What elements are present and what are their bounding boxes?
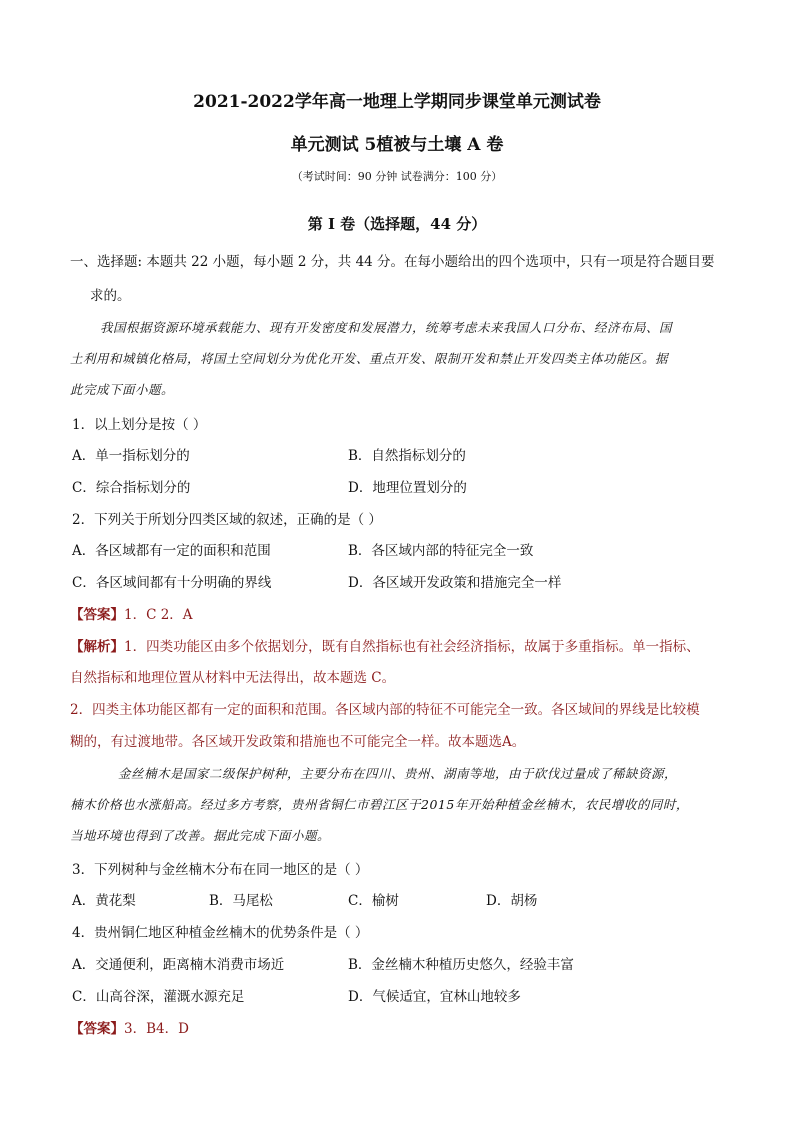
q4-option-c: C．山高谷深，灌溉水源充足 [72, 989, 245, 1005]
answer-label: 【答案】 [70, 607, 124, 623]
answer-1 [70, 603, 193, 623]
q1-option-d: D．地理位置划分的 [348, 480, 467, 496]
material-2-line-3: 当地环境也得到了改善。据此完成下面小题。 [70, 828, 331, 843]
analysis-line-4: 糊的，有过渡地带。各区域开发政策和措施也不可能完全一样。故本题选A。 [70, 734, 526, 750]
answer-2 [70, 1017, 189, 1037]
analysis-line-2: 自然指标和地理位置从材料中无法得出，故本题选 C。 [70, 670, 396, 686]
material-1-line-2: 土利用和城镇化格局，将国土空间划分为优化开发、重点开发、限制开发和禁止开发四类主体功能区。据 [70, 351, 669, 366]
page-title: 2021-2022学年高一地理上学期同步课堂单元测试卷 [193, 92, 601, 112]
q2-option-d: D．各区域开发政策和措施完全一样 [348, 575, 562, 591]
material-1-line-1: 我国根据资源环境承载能力、现有开发密度和发展潜力，统筹考虑未来我国人口分布、经济布局、国 [100, 320, 673, 335]
q1-option-b: B．自然指标划分的 [348, 448, 466, 464]
q2-option-a: A．各区域都有一定的面积和范围 [72, 543, 271, 559]
question-3: 3．下列树种与金丝楠木分布在同一地区的是（ ） [72, 862, 369, 878]
question-2: 2．下列关于所划分四类区域的叙述，正确的是（ ） [72, 512, 382, 528]
q3-option-a: A．黄花梨 [72, 893, 136, 909]
exam-note: （考试时间：90 分钟 试卷满分：100 分） [291, 170, 503, 183]
unit-subtitle: 单元测试 5植被与土壤 A 卷 [290, 135, 504, 155]
question-4: 4．贵州铜仁地区种植金丝楠木的优势条件是（ ） [72, 925, 369, 941]
q3-option-b: B．马尾松 [209, 893, 273, 909]
question-1: 1．以上划分是按（ ） [72, 417, 207, 433]
analysis-line-3: 2．四类主体功能区都有一定的面积和范围。各区域内部的特征不可能完全一致。各区域间的界线是比较模 [70, 702, 700, 718]
answer-text: 3．B4．D [124, 1021, 189, 1037]
analysis-label: 【解析】 [70, 639, 124, 655]
analysis-line-1 [70, 635, 700, 655]
q2-option-b: B．各区域内部的特征完全一致 [348, 543, 534, 559]
q4-option-d: D．气候适宜，宜林山地较多 [348, 989, 521, 1005]
q1-option-a: A．单一指标划分的 [72, 448, 190, 464]
material-2-line-2: 楠木价格也水涨船高。经过多方考察，贵州省铜仁市碧江区于2015年开始种植金丝楠木，农民增收的同时， [70, 797, 689, 812]
q4-option-b: B．金丝楠木种植历史悠久，经验丰富 [348, 957, 574, 973]
q4-option-a: A．交通便利，距离楠木消费市场近 [72, 957, 285, 973]
q1-option-c: C．综合指标划分的 [72, 480, 191, 496]
answer-label: 【答案】 [70, 1021, 124, 1037]
analysis-text-1: 1．四类功能区由多个依据划分，既有自然指标也有社会经济指标，故属于多重指标。单一指标、 [124, 639, 700, 655]
q3-option-d: D．胡杨 [486, 893, 538, 909]
material-1-line-3: 此完成下面小题。 [70, 382, 175, 397]
section-title: 第 I 卷（选择题，44 分） [307, 215, 487, 233]
material-2-line-1: 金丝楠木是国家二级保护树种，主要分布在四川、贵州、湖南等地，由于砍伐过量成了稀缺资源， [118, 766, 678, 781]
q2-option-c: C．各区域间都有十分明确的界线 [72, 575, 272, 591]
instruction-line-2: 求的。 [90, 288, 131, 304]
instruction-line-1: 一、选择题: 本题共 22 小题，每小题 2 分，共 44 分。在每小题给出的四个选项中，只有一项是符合题目要 [70, 254, 715, 270]
answer-text: 1．C 2．A [124, 607, 193, 623]
q3-option-c: C．榆树 [348, 893, 399, 909]
